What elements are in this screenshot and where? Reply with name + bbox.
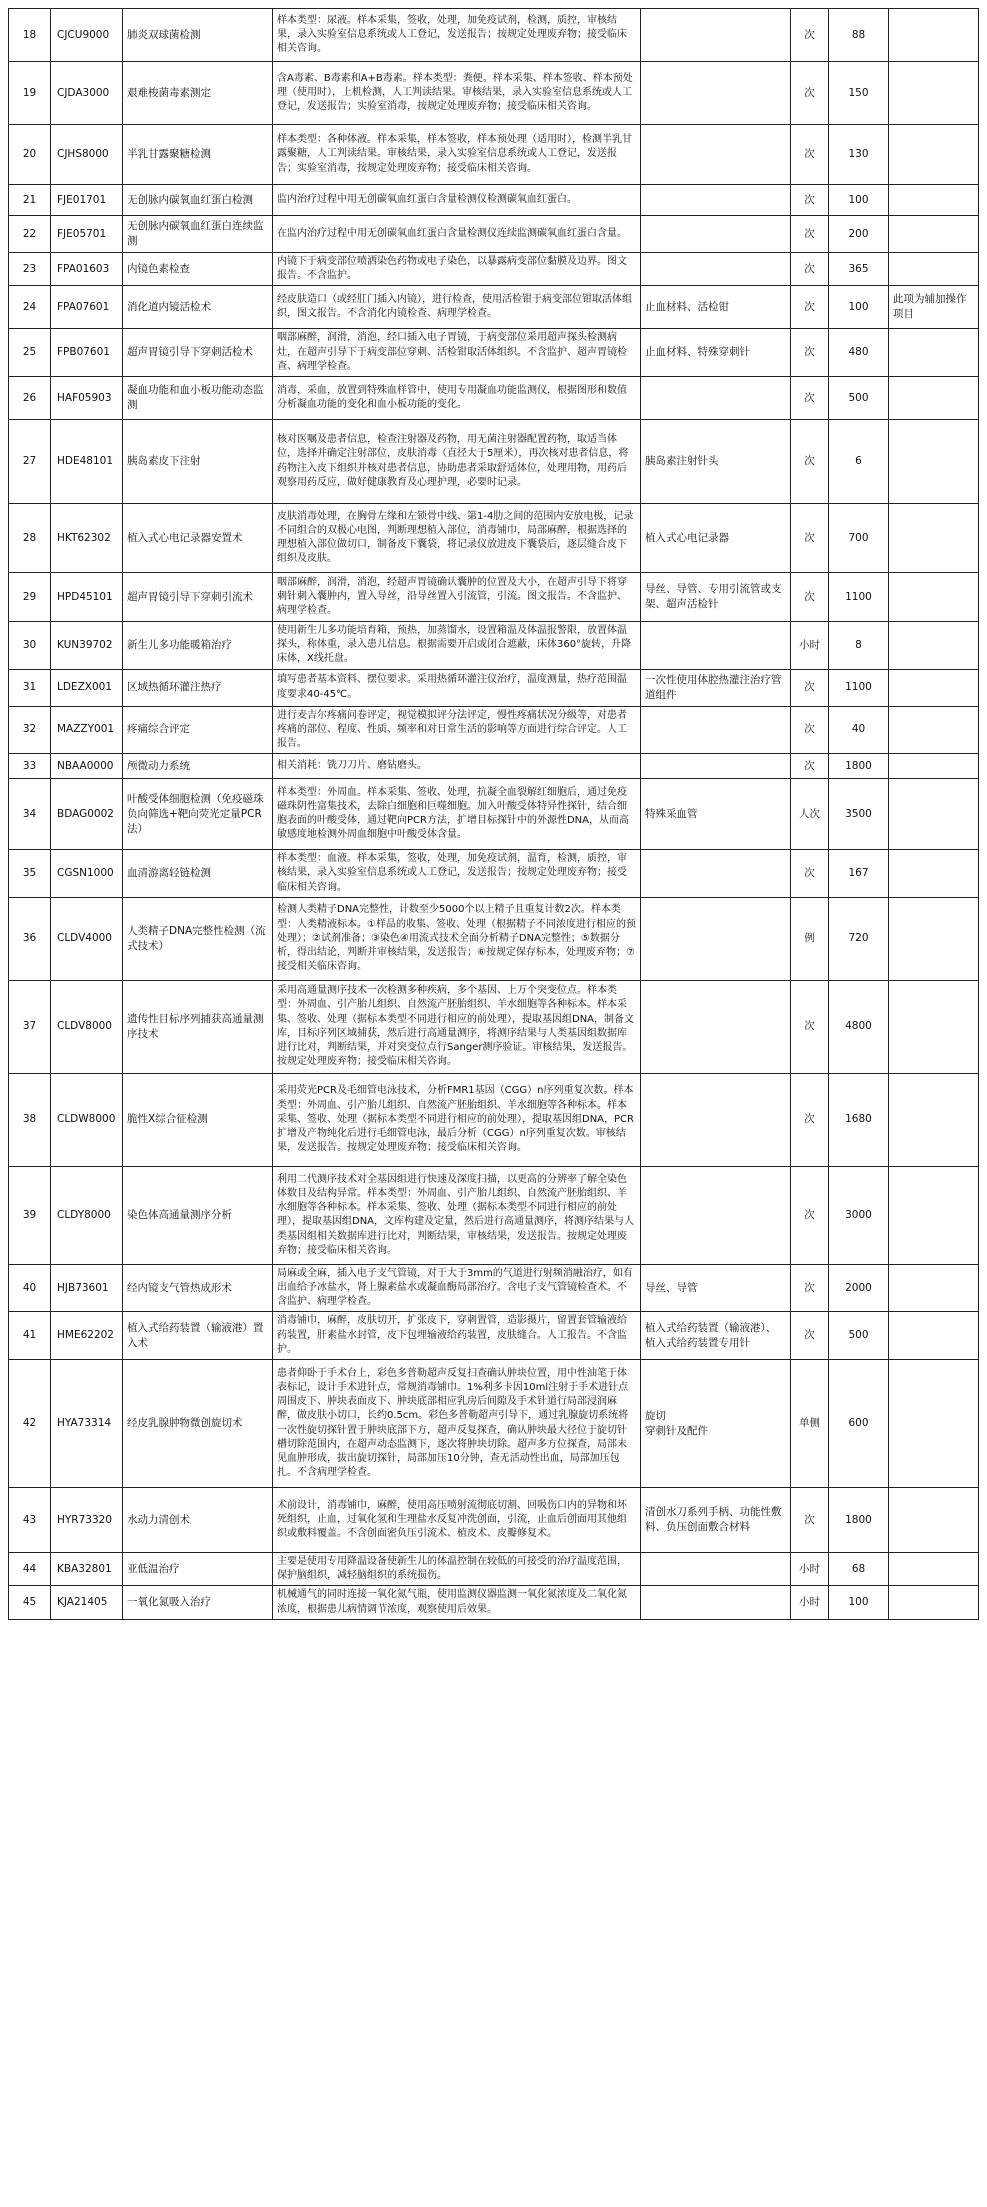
item-number: 30 bbox=[9, 622, 51, 670]
item-note: 此项为辅加操作项目 bbox=[889, 286, 979, 329]
item-name: 脆性X综合征检测 bbox=[123, 1073, 273, 1166]
item-description: 样本类型：尿液。样本采集，签收，处理，加免疫试剂，检测，质控，审核结果，录入实验室信息系统或人工登记，发送报告；按规定处理废弃物；接受临床相关咨询。 bbox=[273, 9, 641, 62]
item-unit: 次 bbox=[791, 420, 829, 504]
item-unit: 例 bbox=[791, 897, 829, 980]
item-note bbox=[889, 1586, 979, 1619]
item-description: 检测人类精子DNA完整性，计数至少5000个以上精子且重复计数2次。样本类型：人类精液标本。①样品的收集、签收、处理（根据精子不同浓度进行相应的预处理）；②试剂准备；③染色④用流式技术全面分析精子DNA完整性；⑤数据分析，得出结论，判断并审核结果，发送报告；⑥按规定保存标本，处理废弃物；⑦接受相关临床咨询。 bbox=[273, 897, 641, 980]
item-note bbox=[889, 1073, 979, 1166]
item-excluded-materials bbox=[641, 377, 791, 420]
table-row bbox=[9, 1166, 979, 1264]
item-name: 植入式给药装置（输液港）置入术 bbox=[123, 1312, 273, 1360]
item-number: 31 bbox=[9, 669, 51, 706]
table-row bbox=[9, 253, 979, 286]
item-code: MAZZY001 bbox=[51, 706, 123, 754]
item-description: 在监内治疗过程中用无创碳氧血红蛋白含量检测仪连续监测碳氧血红蛋白含量。 bbox=[273, 216, 641, 253]
item-description: 采用高通量测序技术一次检测多种疾病，多个基因、上万个突变位点。样本类型：外周血、引产胎儿组织、自然流产胚胎组织、羊水细胞等各种标本。样本采集、签收、处理（据标本类型不同进行相应的前处理），提取基因组DNA，制备文库，目标序列区域捕获，然后进行高通量测序，将测序结果与人类基因组数据库进行比对，判断结果，并对突变位点行Sanger测序验证。审核结果，发送报告。按规定处理废弃物；接受临床相关咨询。 bbox=[273, 980, 641, 1073]
table-row bbox=[9, 706, 979, 754]
item-note bbox=[889, 1360, 979, 1488]
item-description: 咽部麻醉，润滑，消泡，经超声胃镜确认囊肿的位置及大小，在超声引导下将穿刺针刺入囊肿内，置入导丝，沿导丝置入引流管，引流。图文报告。不含监护、病理学检查。 bbox=[273, 573, 641, 622]
item-code: HJB73601 bbox=[51, 1264, 123, 1312]
item-price: 1680 bbox=[829, 1073, 889, 1166]
item-code: FJE01701 bbox=[51, 185, 123, 216]
table-row bbox=[9, 1264, 979, 1312]
item-code: BDAG0002 bbox=[51, 779, 123, 850]
item-note bbox=[889, 622, 979, 670]
item-code: CLDY8000 bbox=[51, 1166, 123, 1264]
table-row bbox=[9, 125, 979, 185]
item-unit: 人次 bbox=[791, 779, 829, 850]
table-row bbox=[9, 573, 979, 622]
item-unit: 次 bbox=[791, 1166, 829, 1264]
item-number: 25 bbox=[9, 329, 51, 377]
item-number: 19 bbox=[9, 62, 51, 125]
item-excluded-materials: 植入式给药装置（输液港）、植入式给药装置专用针 bbox=[641, 1312, 791, 1360]
item-code: KJA21405 bbox=[51, 1586, 123, 1619]
item-number: 21 bbox=[9, 185, 51, 216]
item-note bbox=[889, 1312, 979, 1360]
table-row bbox=[9, 622, 979, 670]
item-unit: 次 bbox=[791, 669, 829, 706]
item-excluded-materials bbox=[641, 185, 791, 216]
item-description: 采用荧光PCR及毛细管电泳技术，分析FMR1基因（CGG）n序列重复次数。样本类型：外周血、引产胎儿组织、自然流产胚胎组织、羊水细胞等各种标本。样本采集、签收、处理（据标本类型不同进行相应的前处理），提取基因组DNA，PCR扩增及产物纯化后进行毛细管电泳，最后分析（CGG）n序列重复次数。审核结果，发送报告。按规定处理废弃物；接受临床相关咨询。 bbox=[273, 1073, 641, 1166]
item-price: 365 bbox=[829, 253, 889, 286]
item-note bbox=[889, 850, 979, 898]
item-excluded-materials bbox=[641, 980, 791, 1073]
item-code: HYR73320 bbox=[51, 1488, 123, 1553]
item-unit: 次 bbox=[791, 1312, 829, 1360]
item-price: 8 bbox=[829, 622, 889, 670]
item-name: 一氧化氮吸入治疗 bbox=[123, 1586, 273, 1619]
item-price: 3000 bbox=[829, 1166, 889, 1264]
item-name: 内镜色素检查 bbox=[123, 253, 273, 286]
item-excluded-materials bbox=[641, 622, 791, 670]
item-number: 37 bbox=[9, 980, 51, 1073]
item-code: FJE05701 bbox=[51, 216, 123, 253]
item-note bbox=[889, 125, 979, 185]
item-number: 34 bbox=[9, 779, 51, 850]
item-excluded-materials: 止血材料、活检钳 bbox=[641, 286, 791, 329]
table-row bbox=[9, 1073, 979, 1166]
item-price: 1100 bbox=[829, 669, 889, 706]
item-excluded-materials bbox=[641, 850, 791, 898]
item-note bbox=[889, 1264, 979, 1312]
item-price: 88 bbox=[829, 9, 889, 62]
item-code: CLDW8000 bbox=[51, 1073, 123, 1166]
item-code: HME62202 bbox=[51, 1312, 123, 1360]
item-price: 2000 bbox=[829, 1264, 889, 1312]
item-code: NBAA0000 bbox=[51, 754, 123, 779]
item-number: 33 bbox=[9, 754, 51, 779]
item-excluded-materials: 止血材料、特殊穿刺针 bbox=[641, 329, 791, 377]
item-price: 100 bbox=[829, 185, 889, 216]
item-code: LDEZX001 bbox=[51, 669, 123, 706]
item-excluded-materials: 植入式心电记录器 bbox=[641, 504, 791, 573]
table-row bbox=[9, 897, 979, 980]
item-name: 经内镜支气管热成形术 bbox=[123, 1264, 273, 1312]
item-price: 4800 bbox=[829, 980, 889, 1073]
item-name: 艰难梭菌毒素测定 bbox=[123, 62, 273, 125]
item-price: 200 bbox=[829, 216, 889, 253]
item-code: HAF05903 bbox=[51, 377, 123, 420]
table-row bbox=[9, 850, 979, 898]
item-price: 480 bbox=[829, 329, 889, 377]
item-name: 遗传性目标序列捕获高通量测序技术 bbox=[123, 980, 273, 1073]
item-price: 3500 bbox=[829, 779, 889, 850]
item-description: 样本类型：各种体液。样本采集，样本签收，样本预处理（适用时），检测半乳甘露聚糖，人工判读结果。审核结果，录入实验室信息系统或人工登记，发送报告；实验室消毒，按规定处理废弃物；接受临床相关咨询。 bbox=[273, 125, 641, 185]
item-unit: 次 bbox=[791, 754, 829, 779]
item-description: 样本类型：外周血。样本采集、签收、处理，抗凝全血裂解红细胞后，通过免疫磁珠阴性富集技术，去除白细胞和巨噬细胞。加入叶酸受体特异性探针，结合细胞表面的叶酸受体，通过靶向PCR方法，扩增目标探针中的外源性DNA，从而高敏感度地检测外周血细胞中叶酸受体含量。 bbox=[273, 779, 641, 850]
item-description: 消毒铺巾，麻醉，皮肤切开，扩张皮下，穿刺置管，造影摄片，留置套管输液给药装置，肝素盐水封管，皮下包埋输液给药装置，皮肤缝合。人工报告。不含监护。 bbox=[273, 1312, 641, 1360]
price-list-sheet bbox=[8, 8, 978, 1620]
item-price: 700 bbox=[829, 504, 889, 573]
item-name: 颅微动力系统 bbox=[123, 754, 273, 779]
item-description: 术前设计，消毒铺巾，麻醉，使用高压喷射流彻底切割、回吸伤口内的异物和坏死组织，止血，过氧化氢和生理盐水反复冲洗创面，引流，止血后创面用其他组织或敷料覆盖。不含创面密负压引流术、植皮术、皮瓣修复术。 bbox=[273, 1488, 641, 1553]
item-price: 1800 bbox=[829, 1488, 889, 1553]
item-price: 167 bbox=[829, 850, 889, 898]
item-name: 叶酸受体细胞检测（免疫磁珠负向筛选+靶向荧光定量PCR法） bbox=[123, 779, 273, 850]
table-row bbox=[9, 980, 979, 1073]
item-code: CLDV8000 bbox=[51, 980, 123, 1073]
item-unit: 次 bbox=[791, 980, 829, 1073]
item-name: 疼痛综合评定 bbox=[123, 706, 273, 754]
item-description: 消毒，采血，放置到特殊血样管中，使用专用凝血功能监测仪，根据图形和数值分析凝血功能的变化和血小板功能的变化。 bbox=[273, 377, 641, 420]
item-description: 机械通气的同时连接一氧化氮气瓶，使用监测仪器监测一氧化氮浓度及二氧化氮浓度，根据患儿病情调节浓度，观察使用后效果。 bbox=[273, 1586, 641, 1619]
table-body bbox=[9, 9, 979, 1620]
item-note bbox=[889, 1488, 979, 1553]
item-description: 核对医嘱及患者信息，检查注射器及药物，用无菌注射器配置药物，取适当体位，选择并确定注射部位，皮肤消毒（直径大于5厘米），再次核对患者信息，将药物注入皮下组织并核对患者信息，协助患者采取舒适体位，处理用物，用药后观察用药反应，做好健康教育及心理护理，必要时记录。 bbox=[273, 420, 641, 504]
item-description: 进行麦吉尔疼痛问卷评定，视觉模拟评分法评定，慢性疼痛状况分级等，对患者疼痛的部位、程度、性质、频率和对日常生活的影响等方面进行综合评定。人工报告。 bbox=[273, 706, 641, 754]
item-unit: 次 bbox=[791, 185, 829, 216]
item-note bbox=[889, 980, 979, 1073]
item-note bbox=[889, 9, 979, 62]
item-description: 样本类型：血液。样本采集，签收，处理，加免疫试剂，温育，检测，质控，审核结果，录入实验室信息系统或人工登记，发送报告；按规定处理废弃物；接受临床相关咨询。 bbox=[273, 850, 641, 898]
item-number: 20 bbox=[9, 125, 51, 185]
item-number: 27 bbox=[9, 420, 51, 504]
item-note bbox=[889, 1553, 979, 1586]
table-row bbox=[9, 1586, 979, 1619]
item-description: 相关消耗：铣刀刀片、磨钻磨头。 bbox=[273, 754, 641, 779]
item-unit: 次 bbox=[791, 286, 829, 329]
item-price: 720 bbox=[829, 897, 889, 980]
item-description: 患者仰卧于手术台上，彩色多普勒超声反复扫查确认肿块位置，用中性油笔于体表标记，设计手术进针点，常规消毒铺巾。1%利多卡因10ml注射于手术进针点周围皮下、肿块表面皮下、肿块底部相应乳房后间隙及手术针道行局部浸润麻醉，做皮肤小切口，长约0.5cm。彩色多普勒超声引导下，通过乳腺旋切系统将一次性旋切探针置于肿块底部下方，超声反复探查，确认肿块最大径位于旋切针槽切除范围内，在超声动态监测下，逐次将肿块切除。超声多方位探查，局部未见血肿形成，拔出旋切探针，局部加压10分钟，查无活动性出血，局部加压包扎。不含病理学检查。 bbox=[273, 1360, 641, 1488]
table-row bbox=[9, 1360, 979, 1488]
item-note bbox=[889, 377, 979, 420]
item-excluded-materials: 清创水刀系列手柄、功能性敷料、负压创面敷合材料 bbox=[641, 1488, 791, 1553]
item-excluded-materials bbox=[641, 9, 791, 62]
table-row bbox=[9, 329, 979, 377]
item-unit: 次 bbox=[791, 377, 829, 420]
item-code: HPD45101 bbox=[51, 573, 123, 622]
item-number: 28 bbox=[9, 504, 51, 573]
item-excluded-materials bbox=[641, 125, 791, 185]
item-unit: 次 bbox=[791, 9, 829, 62]
item-price: 68 bbox=[829, 1553, 889, 1586]
item-number: 32 bbox=[9, 706, 51, 754]
item-excluded-materials: 导丝、导管 bbox=[641, 1264, 791, 1312]
table-row bbox=[9, 669, 979, 706]
item-excluded-materials bbox=[641, 754, 791, 779]
item-unit: 小时 bbox=[791, 622, 829, 670]
item-excluded-materials bbox=[641, 1166, 791, 1264]
item-code: KBA32801 bbox=[51, 1553, 123, 1586]
item-name: 消化道内镜活检术 bbox=[123, 286, 273, 329]
item-excluded-materials bbox=[641, 1073, 791, 1166]
item-name: 人类精子DNA完整性检测（流式技术） bbox=[123, 897, 273, 980]
item-unit: 次 bbox=[791, 1488, 829, 1553]
item-number: 26 bbox=[9, 377, 51, 420]
item-number: 42 bbox=[9, 1360, 51, 1488]
table-row bbox=[9, 1488, 979, 1553]
item-note bbox=[889, 216, 979, 253]
item-name: 区域热循环灌注热疗 bbox=[123, 669, 273, 706]
item-price: 500 bbox=[829, 377, 889, 420]
table-row bbox=[9, 216, 979, 253]
item-excluded-materials bbox=[641, 1553, 791, 1586]
item-note bbox=[889, 779, 979, 850]
item-unit: 小时 bbox=[791, 1586, 829, 1619]
item-description: 使用新生儿多功能培育箱，预热，加蒸馏水，设置箱温及体温报警限，放置体温探头，称体重，录入患儿信息。根据需要开启或闭合遮蔽，床体360°旋转，升降床体，X线托盘。 bbox=[273, 622, 641, 670]
item-name: 凝血功能和血小板功能动态监测 bbox=[123, 377, 273, 420]
item-number: 45 bbox=[9, 1586, 51, 1619]
item-number: 29 bbox=[9, 573, 51, 622]
item-name: 肺炎双球菌检测 bbox=[123, 9, 273, 62]
item-name: 亚低温治疗 bbox=[123, 1553, 273, 1586]
table-row bbox=[9, 377, 979, 420]
table-row bbox=[9, 185, 979, 216]
item-excluded-materials bbox=[641, 62, 791, 125]
item-price: 100 bbox=[829, 1586, 889, 1619]
item-excluded-materials bbox=[641, 706, 791, 754]
item-name: 无创脉内碳氧血红蛋白检测 bbox=[123, 185, 273, 216]
item-code: CJHS8000 bbox=[51, 125, 123, 185]
item-unit: 次 bbox=[791, 329, 829, 377]
item-unit: 次 bbox=[791, 850, 829, 898]
item-excluded-materials bbox=[641, 897, 791, 980]
item-name: 经皮乳腺肿物微创旋切术 bbox=[123, 1360, 273, 1488]
item-excluded-materials: 特殊采血管 bbox=[641, 779, 791, 850]
item-price: 40 bbox=[829, 706, 889, 754]
item-unit: 次 bbox=[791, 216, 829, 253]
table-row bbox=[9, 754, 979, 779]
item-code: HDE48101 bbox=[51, 420, 123, 504]
item-excluded-materials: 导丝、导管、专用引流管或支架、超声活检针 bbox=[641, 573, 791, 622]
item-description: 主要是使用专用降温设备使新生儿的体温控制在较低的可接受的治疗温度范围，保护脑组织，减轻脑组织的系统损伤。 bbox=[273, 1553, 641, 1586]
item-price: 150 bbox=[829, 62, 889, 125]
item-code: HKT62302 bbox=[51, 504, 123, 573]
item-description: 局麻或全麻，插入电子支气管镜，对于大于3mm的气道进行射频消融治疗，如有出血给予冰盐水，肾上腺素盐水或凝血酶局部治疗。含电子支气管镜检查术。不含监护、病理学检查。 bbox=[273, 1264, 641, 1312]
item-price: 600 bbox=[829, 1360, 889, 1488]
item-description: 内镜下于病变部位喷洒染色药物或电子染色，以暴露病变部位黏膜及边界。图文报告。不含监护。 bbox=[273, 253, 641, 286]
item-excluded-materials: 旋切 穿刺针及配件 bbox=[641, 1360, 791, 1488]
item-unit: 次 bbox=[791, 62, 829, 125]
table-row bbox=[9, 1312, 979, 1360]
item-note bbox=[889, 669, 979, 706]
item-unit: 次 bbox=[791, 253, 829, 286]
table-row bbox=[9, 504, 979, 573]
item-code: FPA07601 bbox=[51, 286, 123, 329]
item-unit: 次 bbox=[791, 573, 829, 622]
item-description: 含A毒素、B毒素和A+B毒素。样本类型：粪便。样本采集、样本签收、样本预处理（使用时），上机检测，人工判读结果。审核结果，录入实验室信息系统或人工登记，发送报告；实验室消毒，按规定处理废弃物；接受临床相关咨询。 bbox=[273, 62, 641, 125]
item-description: 监内治疗过程中用无创碳氧血红蛋白含量检测仪检测碳氧血红蛋白。 bbox=[273, 185, 641, 216]
item-code: CLDV4000 bbox=[51, 897, 123, 980]
item-unit: 次 bbox=[791, 1264, 829, 1312]
item-note bbox=[889, 253, 979, 286]
item-note bbox=[889, 706, 979, 754]
item-number: 41 bbox=[9, 1312, 51, 1360]
item-price: 130 bbox=[829, 125, 889, 185]
item-excluded-materials bbox=[641, 1586, 791, 1619]
item-price: 1800 bbox=[829, 754, 889, 779]
item-description: 经皮肤造口（或经肛门插入内镜），进行检查，使用活检钳于病变部位钳取活体组织，图文报告。不含消化内镜检查、病理学检查。 bbox=[273, 286, 641, 329]
item-note bbox=[889, 573, 979, 622]
item-name: 水动力清创术 bbox=[123, 1488, 273, 1553]
item-price: 100 bbox=[829, 286, 889, 329]
item-number: 35 bbox=[9, 850, 51, 898]
item-excluded-materials: 胰岛素注射针头 bbox=[641, 420, 791, 504]
table-row bbox=[9, 1553, 979, 1586]
item-note bbox=[889, 420, 979, 504]
item-code: FPA01603 bbox=[51, 253, 123, 286]
item-unit: 次 bbox=[791, 706, 829, 754]
item-note bbox=[889, 329, 979, 377]
item-number: 24 bbox=[9, 286, 51, 329]
item-description: 咽部麻醉，润滑，消泡，经口插入电子胃镜，于病变部位采用超声探头检测病灶，在超声引导下于病变部位穿刺、活检钳取活体组织。不含监护、超声胃镜检查、病理学检查。 bbox=[273, 329, 641, 377]
medical-service-price-table bbox=[8, 8, 979, 1620]
item-code: CGSN1000 bbox=[51, 850, 123, 898]
item-unit: 次 bbox=[791, 125, 829, 185]
item-name: 胰岛素皮下注射 bbox=[123, 420, 273, 504]
item-description: 皮肤消毒处理，在胸骨左缘和左锁骨中线、第1-4肋之间的范围内安放电极，记录不同组合的双极心电图，判断理想植入部位，消毒铺巾，局部麻醉，根据选择的理想植入部位做切口，制备皮下囊袋，将记录仪放进皮下囊袋后，逐层缝合皮下组织及皮肤。 bbox=[273, 504, 641, 573]
item-name: 超声胃镜引导下穿刺引流术 bbox=[123, 573, 273, 622]
item-number: 44 bbox=[9, 1553, 51, 1586]
item-unit: 单侧 bbox=[791, 1360, 829, 1488]
item-price: 6 bbox=[829, 420, 889, 504]
item-note bbox=[889, 1166, 979, 1264]
item-number: 38 bbox=[9, 1073, 51, 1166]
item-description: 填写患者基本资料、摆位要求。采用热循环灌注仪治疗，温度测量，热疗范围温度要求40-45℃。 bbox=[273, 669, 641, 706]
item-number: 22 bbox=[9, 216, 51, 253]
table-row bbox=[9, 420, 979, 504]
item-number: 36 bbox=[9, 897, 51, 980]
item-name: 半乳甘露聚糖检测 bbox=[123, 125, 273, 185]
item-note bbox=[889, 504, 979, 573]
item-note bbox=[889, 897, 979, 980]
item-description: 利用二代测序技术对全基因组进行快速及深度扫描，以更高的分辨率了解全染色体数目及结构异常。样本类型：外周血、引产胎儿组织、自然流产胚胎组织、羊水细胞等各种标本。样本采集、签收、处理（据标本类型不同进行相应的前处理），提取基因组DNA，文库构建及定量，然后进行高通量测序，将测序结果与人类基因组相关数据库进行比对，判断结果，审核结果，发送报告。按规定处理废弃物；接受临床相关咨询。 bbox=[273, 1166, 641, 1264]
item-code: KUN39702 bbox=[51, 622, 123, 670]
item-unit: 次 bbox=[791, 504, 829, 573]
item-unit: 小时 bbox=[791, 1553, 829, 1586]
item-number: 23 bbox=[9, 253, 51, 286]
item-note bbox=[889, 185, 979, 216]
item-number: 18 bbox=[9, 9, 51, 62]
table-row bbox=[9, 62, 979, 125]
item-code: CJDA3000 bbox=[51, 62, 123, 125]
item-number: 40 bbox=[9, 1264, 51, 1312]
item-unit: 次 bbox=[791, 1073, 829, 1166]
table-row bbox=[9, 779, 979, 850]
item-code: HYA73314 bbox=[51, 1360, 123, 1488]
item-number: 43 bbox=[9, 1488, 51, 1553]
table-row bbox=[9, 9, 979, 62]
item-price: 1100 bbox=[829, 573, 889, 622]
item-name: 新生儿多功能暖箱治疗 bbox=[123, 622, 273, 670]
table-row bbox=[9, 286, 979, 329]
item-excluded-materials bbox=[641, 216, 791, 253]
item-code: CJCU9000 bbox=[51, 9, 123, 62]
item-code: FPB07601 bbox=[51, 329, 123, 377]
item-note bbox=[889, 754, 979, 779]
item-name: 血清游离轻链检测 bbox=[123, 850, 273, 898]
item-price: 500 bbox=[829, 1312, 889, 1360]
item-name: 无创脉内碳氧血红蛋白连续监测 bbox=[123, 216, 273, 253]
item-number: 39 bbox=[9, 1166, 51, 1264]
item-excluded-materials bbox=[641, 253, 791, 286]
item-excluded-materials: 一次性使用体腔热灌注治疗管道组件 bbox=[641, 669, 791, 706]
item-name: 超声胃镜引导下穿刺活检术 bbox=[123, 329, 273, 377]
item-name: 植入式心电记录器安置术 bbox=[123, 504, 273, 573]
item-name: 染色体高通量测序分析 bbox=[123, 1166, 273, 1264]
item-note bbox=[889, 62, 979, 125]
